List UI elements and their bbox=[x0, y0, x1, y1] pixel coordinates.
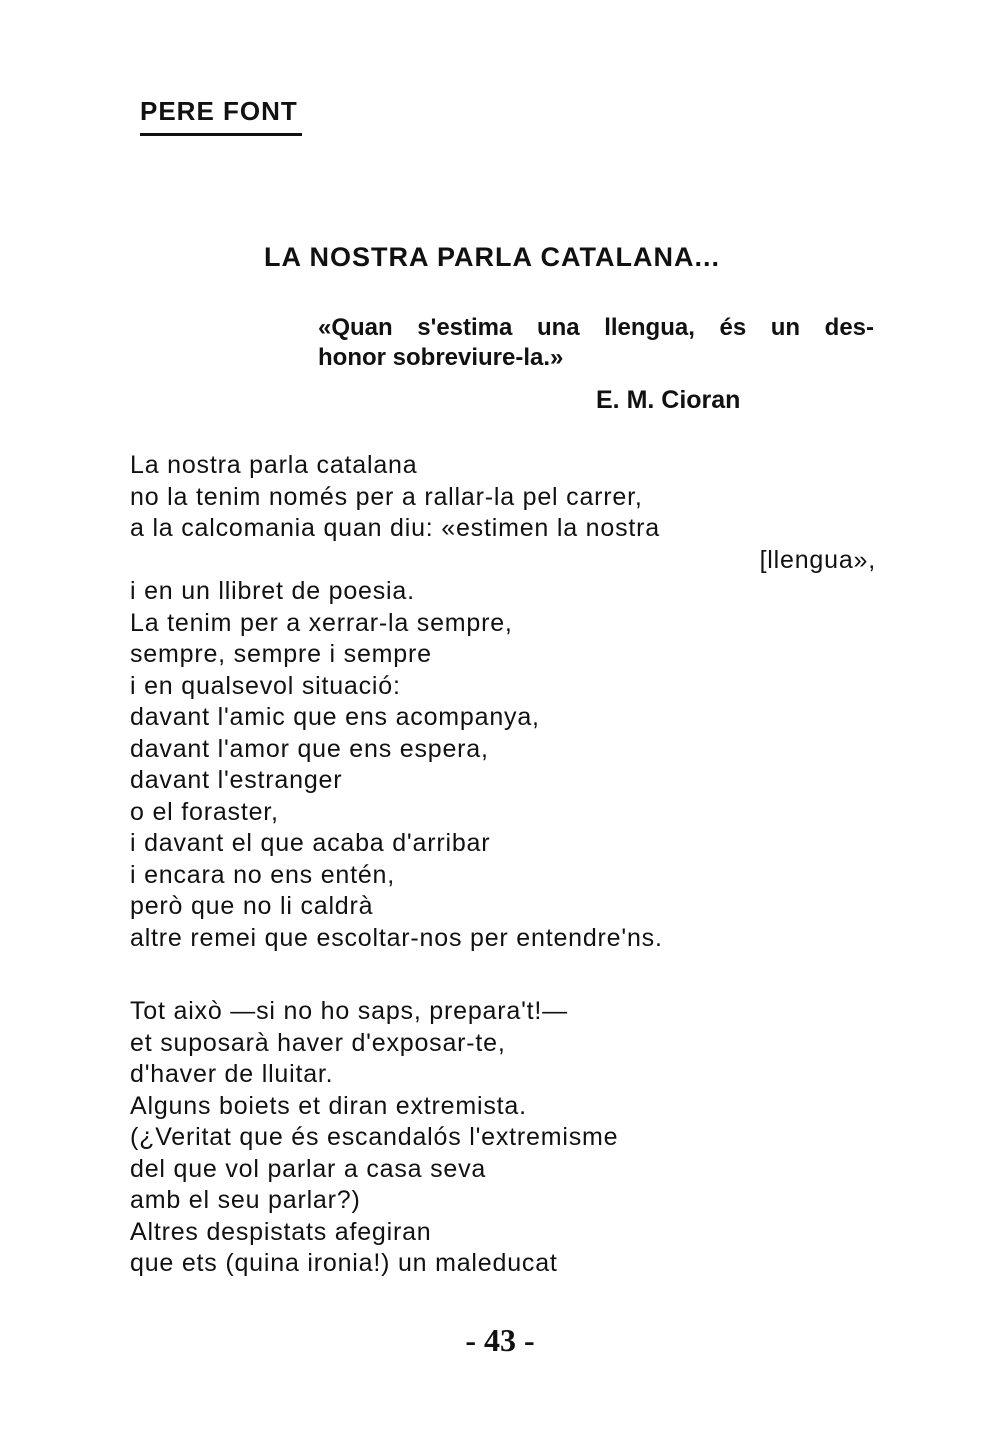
epigraph-author: E. M. Cioran bbox=[596, 386, 741, 414]
verse-line: que ets (quina ironia!) un maleducat bbox=[130, 1249, 558, 1277]
verse-line: davant l'estranger bbox=[130, 766, 343, 794]
verse-line: davant l'amic que ens acompanya, bbox=[130, 703, 540, 731]
verse-line: o el foraster, bbox=[130, 797, 279, 826]
epigraph-quote bbox=[318, 313, 878, 373]
verse-line: i encara no ens entén, bbox=[130, 860, 395, 889]
verse-line: no la tenim només per a rallar-la pel carrer, bbox=[130, 482, 643, 511]
verse-line: del que vol parlar a casa seva bbox=[130, 1154, 487, 1183]
verse-line: i davant el que acaba d'arribar bbox=[130, 829, 491, 857]
verse-line: et suposarà haver d'exposar-te, bbox=[130, 1028, 506, 1057]
verse-line: La nostra parla catalana bbox=[130, 451, 418, 479]
verse-line: sempre, sempre i sempre bbox=[130, 640, 432, 668]
verse-line: i en un llibret de poesia. bbox=[130, 577, 415, 605]
stanza-2 bbox=[130, 996, 618, 1280]
verse-line: Alguns boiets et diran extremista. bbox=[130, 1091, 527, 1120]
page-number: - 43 - bbox=[465, 1322, 535, 1358]
verse-line: davant l'amor que ens espera, bbox=[130, 734, 489, 763]
author-name: PERE FONT bbox=[140, 96, 302, 136]
verse-line-continuation: [llengua», bbox=[759, 545, 876, 574]
verse-line: altre remei que escoltar-nos per entendre'ns. bbox=[130, 923, 663, 952]
verse-line: amb el seu parlar?) bbox=[130, 1186, 361, 1214]
verse-line: però que no li caldrà bbox=[130, 892, 374, 920]
verse-line: (¿Veritat que és escandalós l'extremisme bbox=[130, 1123, 619, 1151]
verse-line: La tenim per a xerrar-la sempre, bbox=[130, 608, 513, 637]
verse-line: i en qualsevol situació: bbox=[130, 671, 401, 700]
verse-line: Tot això —si no ho saps, prepara't!— bbox=[130, 997, 568, 1025]
poem-title: LA NOSTRA PARLA CATALANA... bbox=[264, 242, 720, 272]
verse-line: a la calcomania quan diu: «estimen la nostra bbox=[130, 514, 660, 542]
epigraph-line: honor sobreviure-la.» bbox=[318, 344, 564, 371]
verse-line: d'haver de lluitar. bbox=[130, 1060, 334, 1088]
stanza-1 bbox=[130, 450, 876, 954]
epigraph-line: «Quan s'estima una llengua, és un des- bbox=[318, 314, 874, 341]
verse-line: Altres despistats afegiran bbox=[130, 1217, 432, 1246]
